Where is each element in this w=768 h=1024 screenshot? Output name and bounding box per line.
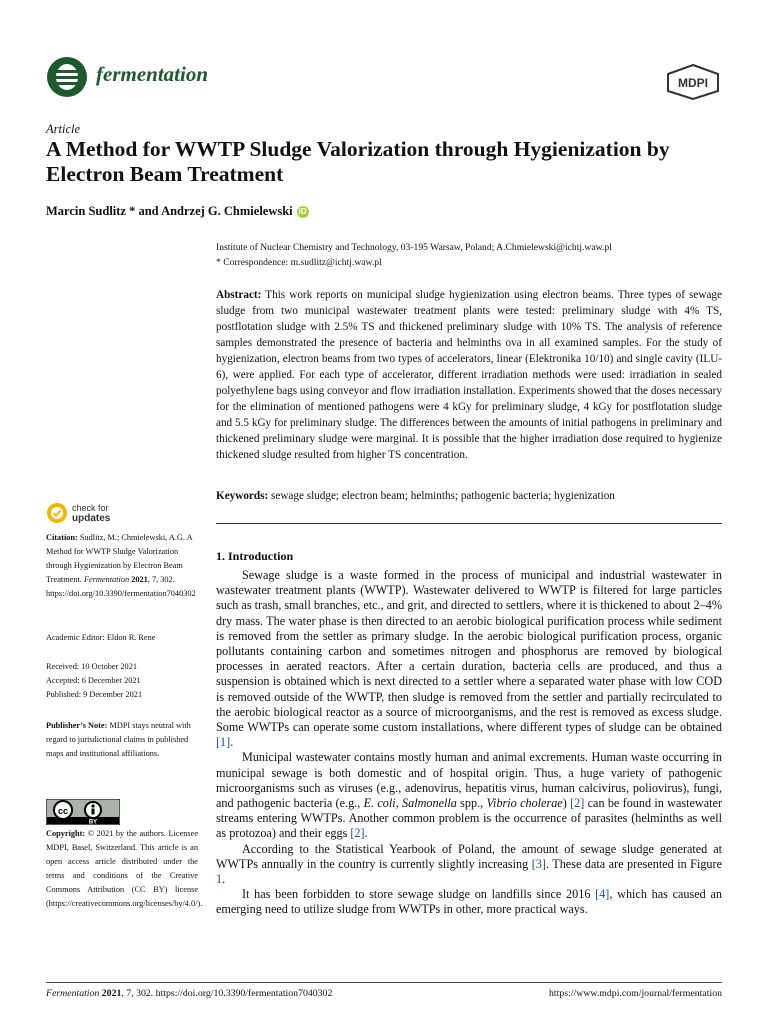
publisher-note <box>46 719 198 761</box>
body-text <box>216 568 722 918</box>
paragraph-2: Municipal wastewater contains mostly human and animal excrements. Human waste occurring in municipal sewage is both domestic and of hospital origin. Thus, a huge variety of pathogenic microorganisms such as viruses (e.g., adenovirus, hepatitis virus, human calcivirus, poliovirus), fungi, and pathogenic bacteria (e.g., E. coli, Salmonella spp., Vibrio cholerae) [2] can be found in wastewater streams entering WWTPs. Another common problem is the occurrence of parasites (helminths as well as protozoa) and their eggs [2]. <box>216 750 722 841</box>
footer-divider <box>46 982 722 983</box>
divider <box>216 523 722 524</box>
footer-citation <box>46 988 332 999</box>
abstract-label: Abstract: <box>216 289 262 301</box>
publisher-note-label: Publisher’s Note: <box>46 721 108 730</box>
svg-text:cc: cc <box>57 806 69 816</box>
updates-label: updates <box>72 513 111 524</box>
p4-text: It has been forbidden to store sewage sludge on landfills since 2016 <box>242 887 596 902</box>
p2-text: Municipal wastewater contains mostly human and animal excrements. Human waste occurring in municipal sewage is both domestic and of hospital origin. Thus, a huge variety of pathogenic microorganisms such as viruses (e.g., adenovirus, hepatitis virus, human calcivirus, poliovirus), fungi, and pathogenic bacteria (e.g., <box>216 750 722 811</box>
citation-block <box>46 531 198 601</box>
keywords <box>216 490 722 502</box>
p2-text: ) <box>562 796 571 811</box>
reference-link[interactable]: [4] <box>595 887 610 902</box>
check-for-label: check for <box>72 503 109 513</box>
affiliation: Institute of Nuclear Chemistry and Technology, 03-195 Warsaw, Poland; A.Chmielewski@ichtj.waw.pl <box>216 242 612 253</box>
check-updates-icon <box>46 502 68 524</box>
mdpi-logo[interactable] <box>666 64 720 100</box>
p3-text: . These data are presented in Figure <box>545 856 722 871</box>
cc-by-label: BY <box>88 819 98 825</box>
footer-year: 2021 <box>101 988 122 999</box>
citation-text: Sudlitz, M.; Chmielewski, A.G. A Method for WWTP Sludge Valorization through Hygienization by Electron Beam Treatment. <box>46 533 193 584</box>
abstract-text: This work reports on municipal sludge hygienization using electron beams. Three types of sewage sludge from two municipal wastewater treatment plants were tested: preliminary sludge with 4% TS, postflotation sludge with 2.5% TS and thickened preliminary sludge with 10% TS. The analysis of reference samples demonstrated the presence of bacteria and helminths ova in all examined samples. For the study of hygienization, electron beams from two types of accelerators, linear (Elektronika 10/10) and single cavity (ILU-6), were applied. For each type of accelerator, different irradiation methods were used: irradiation in sealed polyethylene bags using conveyor and flow irradiation installation. Experiments showed that the doses necessary for the elimination of mentioned pathogens were 4 kGy for preliminary sludge, 4 kGy for postflotation sludge and 5.5 kGy for preliminary sludge. The differences between the amounts of initial pathogens in preliminary and thickened preliminary sludge were marginal. It is possible that the higher irradiation dose required to hygienize thickened sludge resulted from higher TS concentration. <box>216 289 722 461</box>
received-date: Received: 10 October 2021 <box>46 662 138 671</box>
keywords-label: Keywords: <box>216 490 269 502</box>
footer-doi[interactable]: , 7, 302. https://doi.org/10.3390/fermentation7040302 <box>121 988 333 999</box>
p4-text: , which has caused an emerging need to utilize sludge from WWTPs in other, more practical ways. <box>216 887 723 917</box>
publication-dates <box>46 660 198 702</box>
authors <box>46 204 309 219</box>
academic-editor: Academic Editor: Eldon R. Rene <box>46 633 156 642</box>
copyright-text: © 2021 by the authors. Licensee MDPI, Basel, Switzerland. This article is an open access article distributed under the terms and conditions of the Creative Commons Attribution (CC BY) license (https://creativecommons.org/licenses/by/4.0/). <box>46 829 203 908</box>
species-name: Salmonella <box>402 796 457 811</box>
published-date: Published: 9 December 2021 <box>46 690 143 699</box>
species-name: E. coli <box>363 796 396 811</box>
paragraph-3: According to the Statistical Yearbook of Poland, the amount of sewage sludge generated at WWTPs annually in the country is currently slightly increasing [3]. These data are presented in Figure 1. <box>216 841 722 887</box>
publisher-note-text: MDPI stays neutral with regard to jurisdictional claims in published maps and institutional affiliations. <box>46 721 191 758</box>
species-name: Vibrio cholerae <box>486 796 563 811</box>
citation-doi[interactable]: , 7, 302. https://doi.org/10.3390/fermentation7040302 <box>46 575 196 598</box>
article-type: Article <box>46 122 81 136</box>
check-for-updates-button[interactable] <box>46 502 166 526</box>
mdpi-logo-text: MDPI <box>678 76 708 90</box>
cc-by-license-icon[interactable] <box>46 799 120 825</box>
correspondence: * Correspondence: m.sudlitz@ichtj.waw.pl <box>216 257 382 268</box>
footer-journal: Fermentation <box>46 988 100 999</box>
footer-journal-url[interactable]: https://www.mdpi.com/journal/fermentation <box>549 988 722 999</box>
citation-journal: Fermentation <box>83 575 130 584</box>
reference-link[interactable]: [1] <box>216 735 231 750</box>
reference-link[interactable]: [2] <box>570 796 585 811</box>
p3-text: According to the Statistical Yearbook of Poland, the amount of sewage sludge generated at WWTPs annually in the country is currently slightly increasing <box>216 841 722 871</box>
p2-text: can be found in wastewater streams entering WWTPs. Another common problem is the occurrence of parasites (helminths as well as protozoa) and their eggs <box>216 796 722 841</box>
copyright-label: Copyright: <box>46 829 86 838</box>
reference-link[interactable]: [2] <box>350 826 365 841</box>
keywords-text: sewage sludge; electron beam; helminths; pathogenic bacteria; hygienization <box>271 490 615 502</box>
reference-link[interactable]: [3] <box>531 856 546 871</box>
citation-year: 2021 <box>131 575 148 584</box>
copyright-notice <box>46 827 203 911</box>
orcid-icon[interactable]: iD <box>298 207 307 216</box>
p2-text: , <box>395 796 403 811</box>
p1-text: Sewage sludge is a waste formed in the process of municipal and industrial wastewater in wastewater treatment plants (WWTP). Wastewater delivered to WWTP is filtered for large particles such as trash, small branches, etc., and grit, and directed to settlers, where it is thickened to about 2–4% dry mass. The water phase is then directed to an aerobic biological purification process while sediment is removed from the settler as primary sludge. In the aerobic biological purification process, organic pollutants containing carbon and sometimes nitrogen and phosphorus are removed by biological processes in aerated reactors. After a certain duration, bacteria cells are produced, and thus a suspension is obtained which is next directed to a settler where a separated water phase with low COD is removed outside of the WWTP, then sludge is removed from the settler and partially recirculated to the aerobic biological reactor as a source of microorganisms, and the rest is removed as excess sludge. Some WWTPs can operate some custom installations, where different types of sludge can be obtained <box>216 568 722 735</box>
paragraph-4 <box>216 887 722 917</box>
paragraph-1: Sewage sludge is a waste formed in the process of municipal and industrial wastewater in wastewater treatment plants (WWTP). Wastewater delivered to WWTP is filtered for large particles such as trash, small branches, etc., and grit, and directed to settlers, where it is thickened to about 2–4% dry mass. The water phase is then directed to an aerobic biological purification process while sediment is removed from the settler as primary sludge. In the aerobic biological purification process, organic pollutants containing carbon and sometimes nitrogen and phosphorus are removed by biological processes in aerated reactors. After a certain duration, bacteria cells are produced, and thus a suspension is obtained which is next directed to a settler where a separated water phase with low COD is removed outside of the WWTP, then sludge is removed from the settler and partially recirculated to the aerobic biological reactor as a source of microorganisms, and the rest is removed as excess sludge. Some WWTPs can operate some custom installations, where different types of sludge can be obtained [1]. <box>216 568 722 750</box>
citation-label: Citation: <box>46 533 78 542</box>
figure-link[interactable]: 1 <box>216 872 223 887</box>
p2-text: spp., <box>456 796 487 811</box>
author-list: Marcin Sudlitz * and Andrzej G. Chmielewski <box>46 204 293 218</box>
abstract <box>216 287 722 463</box>
section-heading: 1. Introduction <box>216 549 294 563</box>
journal-name: fermentation <box>96 62 209 86</box>
accepted-date: Accepted: 6 December 2021 <box>46 676 141 685</box>
article-title: A Method for WWTP Sludge Valorization through Hygienization by Electron Beam Treatment <box>46 137 670 186</box>
journal-logo-icon <box>46 56 88 98</box>
